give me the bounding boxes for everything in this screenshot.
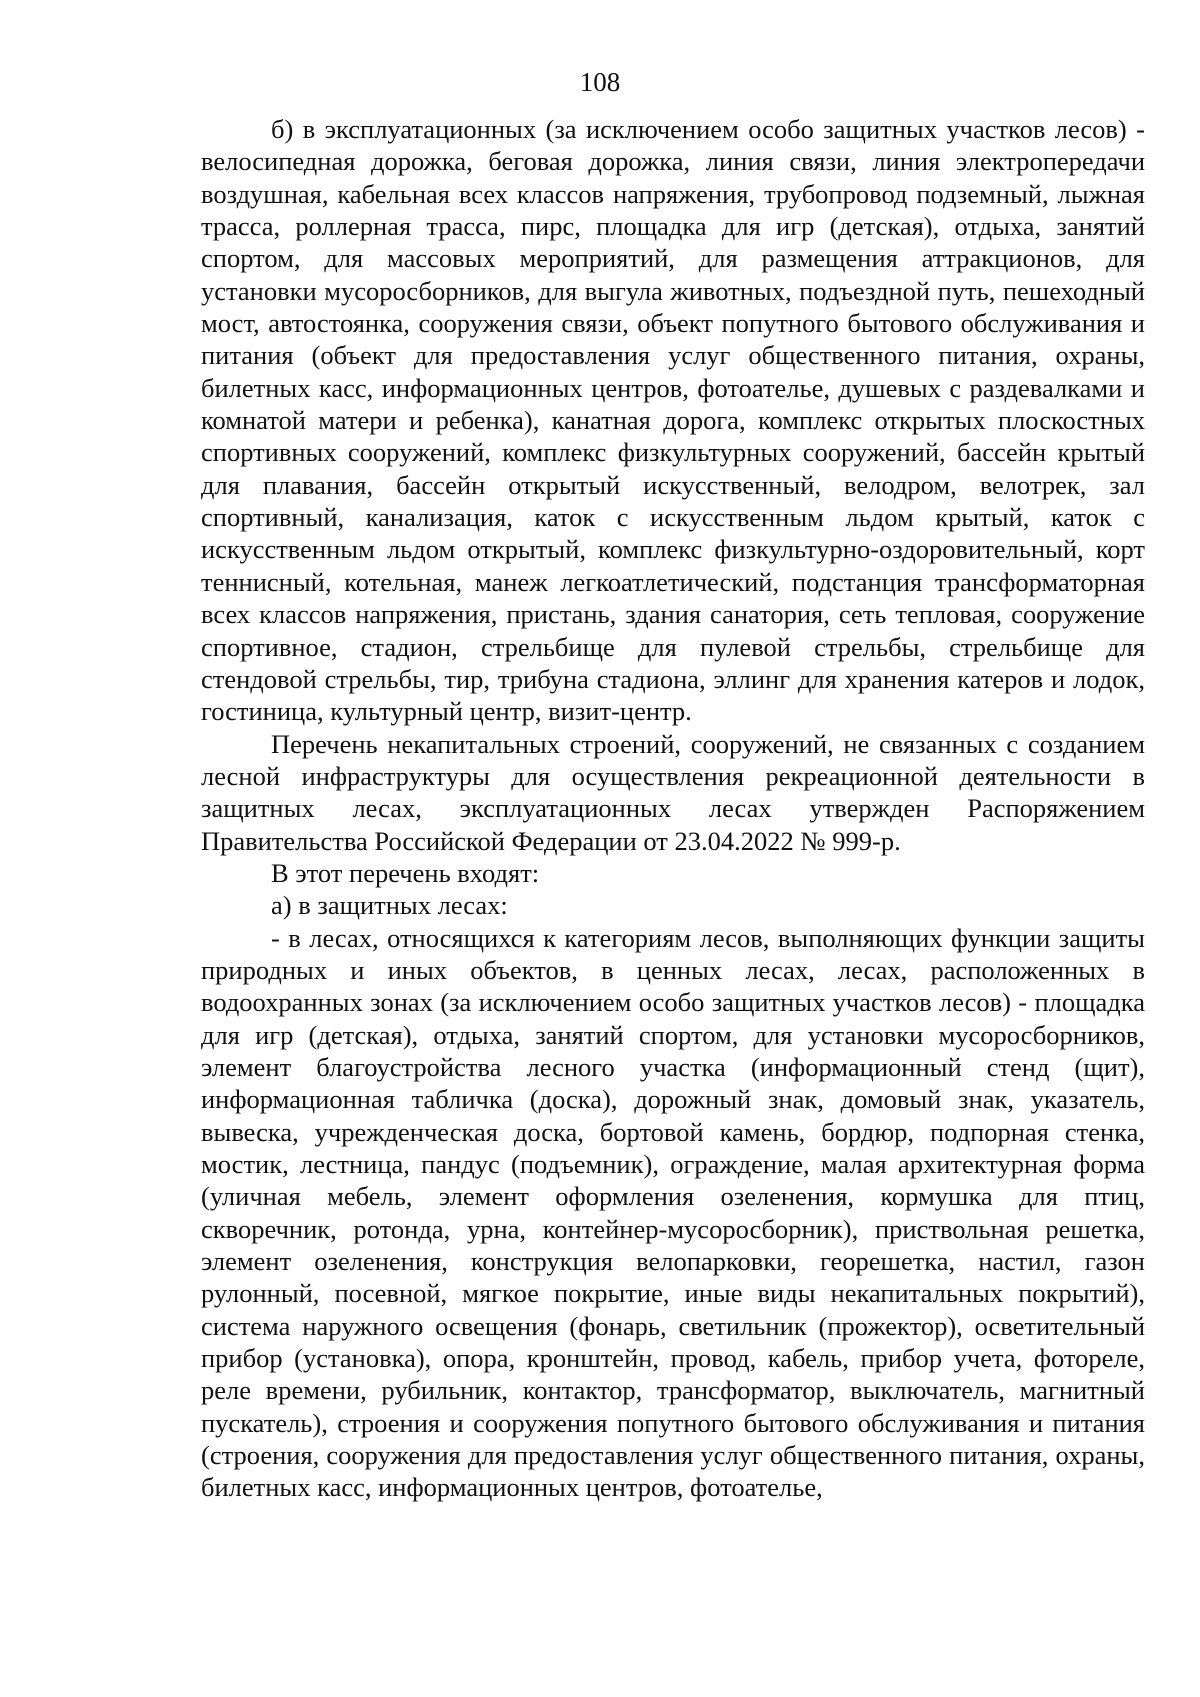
paragraph-exploitation-forests: б) в эксплуатационных (за исключением особо защитных участков лесов) - велосипедная дорожка, беговая дорожка, линия связи, линия электропередачи воздушная, кабельная всех классов напряжения, трубопровод подземный, лыжная трасса, роллерная трасса, пирс, площадка для игр (детская), отдыха, занятий спортом, для массовых мероприятий, для размещения аттракционов, для установки мусоросборников, для выгула животных, подъездной путь, пешеходный мост, автостоянка, сооружения связи, объект попутного бытового обслуживания и питания (объект для предоставления услуг общественного питания, охраны, билетных касс, информационных центров, фотоателье, душевых с раздевалками и комнатой матери и ребенка), канатная дорога, комплекс открытых плоскостных спортивных сооружений, комплекс физкультурных сооружений, бассейн крытый для плавания, бассейн открытый искусственный, велодром, велотрек, зал спортивный, канализация, каток с искусственным льдом крытый, каток с искусственным льдом открытый, комплекс физкультурно-оздоровительный, корт теннисный, котельная, манеж легкоатлетический, подстанция трансформаторная всех классов напряжения, пристань, здания санатория, сеть тепловая, сооружение спортивное, стадион, стрельбище для пулевой стрельбы, стрельбище для стендовой стрельбы, тир, трибуна стадиона, эллинг для хранения катеров и лодок, гостиница, культурный центр, визит-центр.: [201, 114, 1145, 727]
paragraph-list-intro: В этот перечень входят:: [271, 857, 540, 888]
paragraph-protective-forests-heading: а) в защитных лесах:: [271, 890, 508, 921]
page-number: 108: [579, 67, 621, 97]
body-text: [201, 113, 1145, 1504]
paragraph-protective-forests-items: - в лесах, относящихся к категориям лесов, выполняющих функции защиты природных и иных объектов, в ценных лесах, лесах, расположенных в водоохранных зонах (за исключением особо защитных участков лесов) - площадка для игр (детская), отдыха, занятий спортом, для установки мусоросборников, элемент благоустройства лесного участка (информационный стенд (щит), информационная табличка (доска), дорожный знак, домовый знак, указатель, вывеска, учрежденческая доска, бортовой камень, бордюр, подпорная стенка, мостик, лестница, пандус (подъемник), ограждение, малая архитектурная форма (уличная мебель, элемент оформления озеленения, кормушка для птиц, скворечник, ротонда, урна, контейнер-мусоросборник), приствольная решетка, элемент озеленения, конструкция велопарковки, георешетка, настил, газон рулонный, посевной, мягкое покрытие, иные виды некапитальных покрытий), система наружного освещения (фонарь, светильник (прожектор), осветительный прибор (установка), опора, кронштейн, провод, кабель, прибор учета, фотореле, реле времени, рубильник, контактор, трансформатор, выключатель, магнитный пускатель), строения и сооружения попутного бытового обслуживания и питания (строения, сооружения для предоставления услуг общественного питания, охраны, билетных касс, информационных центров, фотоателье,: [201, 922, 1145, 1503]
paragraph-non-capital-list: Перечень некапитальных строений, сооружений, не связанных с созданием лесной инфраструктуры для осуществления рекреационной деятельности в защитных лесах, эксплуатационных лесах утвержден Распоряжением Правительства Российской Федерации от 23.04.2022 № 999-р.: [201, 728, 1145, 856]
